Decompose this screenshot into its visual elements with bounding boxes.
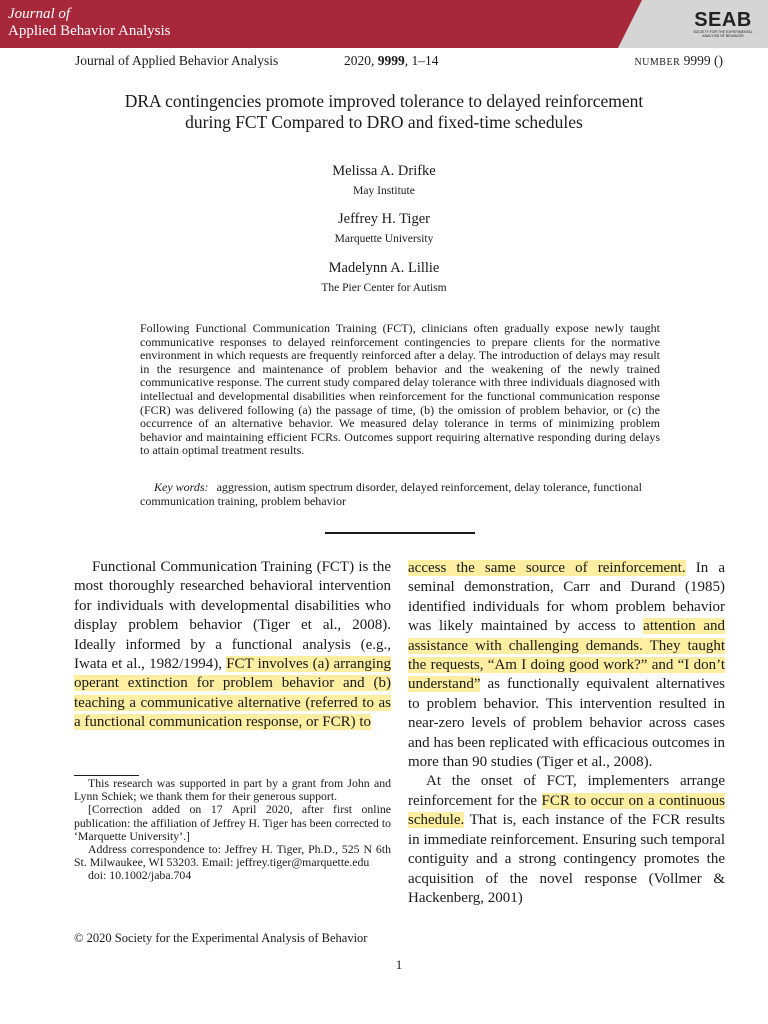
journal-logo-line1: Journal of — [8, 6, 71, 22]
author-name: Madelynn A. Lillie — [328, 260, 440, 276]
author-block — [0, 210, 768, 247]
keywords-label: Key words: — [154, 480, 209, 494]
body-text: That is, each instance of the FCR results in immediate reinforcement. Ensuring such temporal contiguity and a strong contingency promotes the acquisition of the novel response (Vollmer & Hackenberg, 2001) — [408, 812, 725, 906]
footnote-correspondence: Address correspondence to: Jeffrey H. Tiger, Ph.D., 525 N 6th St. Milwaukee, WI 53203. Email: jeffrey.tiger@marquette.edu — [74, 842, 391, 870]
author-affiliation: Marquette University — [334, 233, 434, 245]
seab-logo-sub2: ANALYSIS OF BEHAVIOR — [702, 34, 744, 38]
keywords — [140, 481, 660, 508]
highlighted-text: FCT involves (a) arranging operant extinction for problem behavior and (b) teaching a communicative alternative (referred to as a functional communication response, or FCR) to — [74, 656, 391, 731]
body-paragraph — [408, 772, 725, 908]
highlighted-text: attention and assistance with challenging demands. They taught the requests, “Am I doing good work?” and “I don’t understand” — [408, 618, 725, 693]
body-column-left — [74, 558, 391, 733]
running-header-journal: Journal of Applied Behavior Analysis — [75, 53, 279, 68]
keywords-text: aggression, autism spectrum disorder, delayed reinforcement, delay tolerance, functional communication training, problem behavior — [140, 480, 642, 508]
page-number: 1 — [395, 957, 403, 972]
abstract-divider — [325, 532, 475, 534]
citation-volume: 9999 — [377, 53, 405, 68]
body-text: as functionally equivalent alternatives to problem behavior. This intervention resulted in near-zero levels of problem behavior across cases and has been replicated with efficacious outcomes in more than 90 studies (Tiger et al., 2008). — [408, 676, 725, 771]
footnote-correction: [Correction added on 17 April 2020, after first online publication: the affiliation of Jeffrey H. Tiger has been corrected to ‘Marquette University’.] — [74, 802, 391, 843]
highlighted-text: access the same source of reinforcement. — [408, 560, 686, 576]
number-value: 9999 () — [680, 53, 723, 68]
journal-logo-line2: Applied Behavior Analysis — [8, 23, 171, 39]
abstract: Following Functional Communication Training (FCT), clinicians often gradually expose newly taught communicative responses to delayed reinforcement contingencies to prepare clients for the normative environment in which requests are frequently reinforced after a delay. The introduction of delays may result in the resurgence and maintenance of problem behavior and the weakening of the newly trained communicative response. The current study compared delay tolerance with three individuals diagnosed with intellectual and developmental disabilities when reinforcement for the functional communication response (FCR) was delivered following (a) the passage of time, (b) the omission of problem behavior, or (c) the occurrence of an alternative behavior. We measured delay tolerance in terms of minimizing problem behavior and maintaining efficient FCRs. Outcomes support requiring alternative responding during delays to attain optimal treatment results. — [140, 321, 660, 458]
journal-banner — [0, 0, 768, 48]
footnote-funding: This research was supported in part by a grant from John and Lynn Schiek; we thank them for their generous support. — [74, 776, 391, 804]
citation-pages: , 1–14 — [404, 53, 439, 68]
author-name: Melissa A. Drifke — [332, 163, 436, 179]
running-header-citation — [344, 53, 439, 69]
seab-logo — [692, 10, 754, 38]
author-affiliation: May Institute — [353, 185, 415, 197]
highlighted-text: FCR to occur on a continuous schedule. — [408, 792, 725, 829]
seab-logo-sub1: SOCIETY FOR THE EXPERIMENTAL — [693, 30, 753, 34]
article-title: DRA contingencies promote improved tolerance to delayed reinforcement during FCT Compared to DRO and fixed-time schedules — [124, 91, 644, 132]
body-paragraph — [74, 558, 391, 733]
author-block — [0, 162, 768, 199]
running-header-number — [634, 53, 723, 69]
copyright-notice: © 2020 Society for the Experimental Analysis of Behavior — [74, 931, 368, 945]
footnotes — [74, 777, 391, 883]
journal-logo — [8, 6, 170, 40]
body-paragraph — [408, 559, 725, 772]
citation-year: 2020, — [344, 53, 378, 68]
body-text: At the onset of FCT, implementers arrange reinforcement for the — [408, 773, 725, 809]
body-text: In a seminal demonstration, Carr and Durand (1985) identified individuals for whom problem behavior was likely maintained by access to — [408, 560, 725, 635]
author-name: Jeffrey H. Tiger — [338, 211, 430, 227]
author-affiliation: The Pier Center for Autism — [321, 282, 447, 294]
body-column-right — [408, 559, 725, 908]
number-label: NUMBER — [634, 57, 681, 68]
footnote-doi: doi: 10.1002/jaba.704 — [88, 868, 192, 883]
seab-logo-word: SEAB — [694, 9, 752, 31]
running-header — [75, 53, 723, 69]
author-block — [0, 259, 768, 296]
body-text: Functional Communication Training (FCT) is the most thoroughly researched behavioral intervention for individuals with developmental disabilities who display problem behavior (Tiger et al., 2008). Ideally informed by a functional analysis (e.g., Iwata et al., 1982/1994), — [74, 559, 391, 673]
